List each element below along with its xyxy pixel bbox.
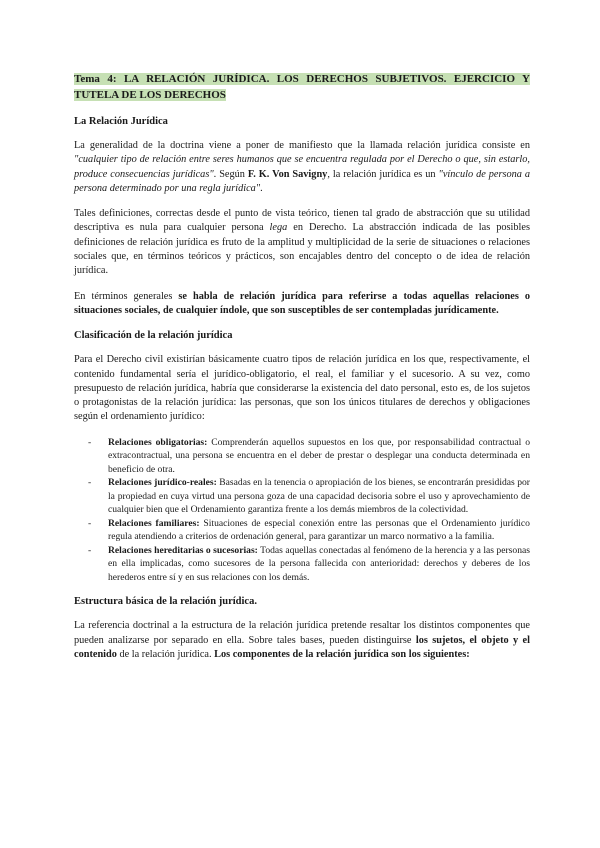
title-highlight: Tema 4: LA RELACIÓN JURÍDICA. LOS DERECHOS SUBJETIVOS. EJERCICIO Y TUTELA DE LOS DERECHOS <box>74 73 530 101</box>
relation-types-list <box>74 436 530 585</box>
text-span: . Según <box>213 168 248 180</box>
text-span: La referencia doctrinal a la estructura de la relación jurídica pretende resaltar los distintos componentes que pueden analizarse por separado en ella. Sobre tales bases, pueden distinguirse <box>74 620 530 646</box>
text-span: de la relación jurídica. <box>116 648 215 660</box>
author-name: F. K. Von Savigny <box>247 168 328 180</box>
text-span: . <box>260 182 263 194</box>
list-item-text: Basadas en la tenencia o apropiación de los bienes, se encontrarán presididas por la propiedad en cuya virtud una persona goza de una capacidad decisoria sobre el uso y aprovechamiento de cualquier bien que el Ordenamiento garantiza frente a los demás miembros de la colectividad. <box>108 477 530 516</box>
list-item-label: Relaciones jurídico-reales: <box>108 477 217 489</box>
paragraph-estructura <box>74 619 530 662</box>
bold-components: los sujetos, el objeto y el contenido <box>74 634 530 660</box>
list-item-label: Relaciones familiares: <box>108 517 200 529</box>
list-item <box>74 544 530 585</box>
list-item-text: Comprenderán aquellos supuestos en los que, por responsabilidad contractual o extracontractual, una persona se encuentra en el deber de prestar o desplegar una conducta determinada en beneficio de otra. <box>108 436 530 475</box>
heading-relacion-juridica: La Relación Jurídica <box>74 116 168 127</box>
document-page <box>74 64 530 673</box>
heading-estructura: Estructura básica de la relación jurídica. <box>74 596 257 608</box>
italic-word: lega <box>269 222 288 234</box>
text-span: Tales definiciones, correctas desde el punto de vista teórico, tienen tal grado de abstracción que su utilidad descriptiva es nula para cualquier persona <box>74 208 530 234</box>
quote-definition: "cualquier tipo de relación entre seres humanos que se encuentra regulada por el Derecho o que, sin estarlo, produce consecuencias jurídicas" <box>74 154 530 180</box>
list-item <box>74 517 530 544</box>
list-item <box>74 436 530 477</box>
text-span: en Derecho. La abstracción indicada de las posibles definiciones de relación jurídica es fruto de la amplitud y multiplicidad de la serie de situaciones o relaciones sociales que, en términos teóricos y prácticos, son encajables dentro del concepto o de idea de relación jurídica. <box>74 222 530 277</box>
heading-clasificacion: Clasificación de la relación jurídica <box>74 330 233 342</box>
quote-savigny: "vínculo de persona a persona determinado por una regla jurídica" <box>74 168 531 194</box>
list-item-text: Situaciones de especial conexión entre las personas que el Ordenamiento jurídico regula atendiendo a criterios de ordenación general, para garantizar un marco normativo a la familia. <box>108 517 530 543</box>
paragraph-abstraction <box>74 207 530 278</box>
list-item-label: Relaciones hereditarias o sucesorias: <box>108 544 258 556</box>
document-title <box>74 72 530 103</box>
paragraph-definition <box>74 139 530 196</box>
text-span: La generalidad de la doctrina viene a poner de manifiesto que la llamada relación jurídica consiste en <box>74 140 530 151</box>
text-span: En términos generales <box>74 290 179 302</box>
paragraph-general-terms <box>74 290 530 319</box>
paragraph-clasificacion: Para el Derecho civil existirían básicamente cuatro tipos de relación jurídica en los que, respectivamente, el contenido fundamental sería el jurídico-obligatorio, el real, el familiar y el sucesorio. A su vez, como presupuesto de relación jurídica, habría que considerarse la existencia del dato personal, esto es, de los sujetos o protagonistas de la relación jurídica: las personas, que son los únicos titulares de derechos y obligaciones según el ordenamiento jurídico: <box>74 354 530 423</box>
list-item-label: Relaciones obligatorias: <box>108 436 208 448</box>
bold-statement: se habla de relación jurídica para referirse a todas aquellas relaciones o situaciones sociales, de cualquier índole, que son susceptibles de ser contempladas jurídicamente. <box>74 290 530 316</box>
list-item-text: Todas aquellas conectadas al fenómeno de la herencia y a las personas en ella implicadas, como sucesores de la persona fallecida con anterioridad: derechos y deberes de los herederos entre sí y en sus relaciones con los demás. <box>108 544 530 583</box>
bold-components-intro: Los componentes de la relación jurídica son los siguientes: <box>214 648 470 660</box>
text-span: , la relación jurídica es un <box>327 168 439 180</box>
list-item <box>74 476 530 517</box>
